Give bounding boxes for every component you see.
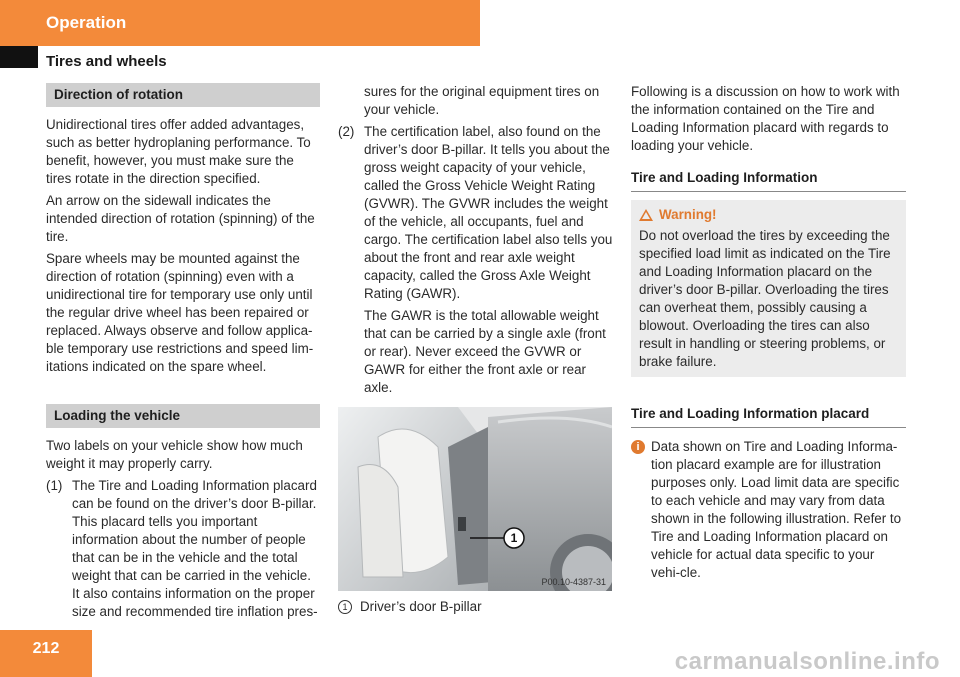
figure-caption	[338, 598, 616, 616]
caption-text: Driver’s door B-pillar	[360, 599, 482, 614]
watermark: carmanualsonline.info	[674, 648, 940, 675]
list-item	[338, 123, 616, 401]
thumb-marker	[0, 46, 38, 68]
heading-loading-the-vehicle: Loading the vehicle	[46, 404, 320, 428]
heading-placard: Tire and Loading Information placard	[631, 405, 906, 428]
page-number: 212	[0, 630, 92, 677]
warning-title: Warning!	[659, 207, 717, 222]
car-door-drawing	[338, 407, 612, 591]
paragraph-continued: sures for the original equipment tires on your vehicle.	[364, 84, 600, 117]
paragraph: Following is a discussion on how to work with the information contained on the Tire and Loading Information placard with regards to loading your vehicle.	[631, 84, 900, 153]
list-text: The GAWR is the total allowable weight that can be carried by a single axle (front or rear). Never exceed the GVWR or GAWR for either the front axle or rear axle.	[364, 308, 606, 395]
paragraph: Spare wheels may be mounted against the direction of rotation (spinning) even with a unidirectional tire for temporary use only until the regular drive wheel has been repaired or replaced. Always observe and follow applica-ble temporary use restrictions and speed lim-itations indicated on the spare wheel.	[46, 251, 314, 374]
warning-triangle-icon	[639, 209, 653, 221]
warning-box	[631, 200, 906, 377]
list-item	[46, 477, 320, 621]
heading-direction-of-rotation: Direction of rotation	[46, 83, 320, 107]
info-note	[631, 438, 906, 582]
info-text: Data shown on Tire and Loading Informa-tion placard example are for illustration purposes only. Load limit data are specific to each vehicle and may vary from data shown in the following illustration. Refer to Tire and Loading Information placard on vehicle for actual data specific to your vehi-cle.	[651, 439, 902, 580]
heading-tire-loading-information: Tire and Loading Information	[631, 169, 906, 192]
caption-number: 1	[338, 600, 352, 614]
list-number: (1)	[46, 478, 63, 493]
section-tab: Operation	[0, 0, 480, 46]
list-number: (2)	[338, 124, 355, 139]
info-icon: i	[631, 440, 645, 454]
callout-number: 1	[510, 531, 518, 545]
paragraph: Two labels on your vehicle show how much weight it may properly carry.	[46, 438, 303, 471]
paragraph: An arrow on the sidewall indicates the intended direction of rotation (spinning) of the tire.	[46, 193, 315, 244]
page-title: Tires and wheels	[46, 53, 167, 70]
warning-text: Do not overload the tires by exceeding the specified load limit as indicated on the Tire and Loading Information placard on the driver’s door B-pillar. Overloading the tires can overheat them, possibly causing a blowout. Overloading the tires can also result in handling or steering problems, or brake failure.	[639, 228, 891, 369]
list-text: The certification label, also found on the driver’s door B-pillar. It tells you about the gross weight capacity of your vehicle, called the Gross Vehicle Weight Rating (GVWR). The GVWR includes the weight of the vehicle, all occupants, fuel and cargo. The certification label also tells you about the front and rear axle weight capacity, called the Gross Axle Weight Rating (GAWR).	[364, 124, 613, 301]
door-b-pillar-illustration	[338, 407, 612, 591]
list-text: The Tire and Loading Information placard can be found on the driver’s door B-pillar. This placard tells you important information about the number of people that can be in the vehicle and the total weight that can be carried in the vehicle. It also contains information on the proper size and recommended tire inflation pres-	[72, 478, 318, 619]
column-3	[631, 83, 906, 582]
column-2	[338, 83, 616, 401]
paragraph: Unidirectional tires offer added advantages, such as better hydroplaning performance. To benefit, however, you must make sure the tires rotate in the direction specified.	[46, 117, 311, 186]
figure-code: P00.10-4387-31	[541, 577, 606, 587]
column-1	[46, 83, 320, 621]
